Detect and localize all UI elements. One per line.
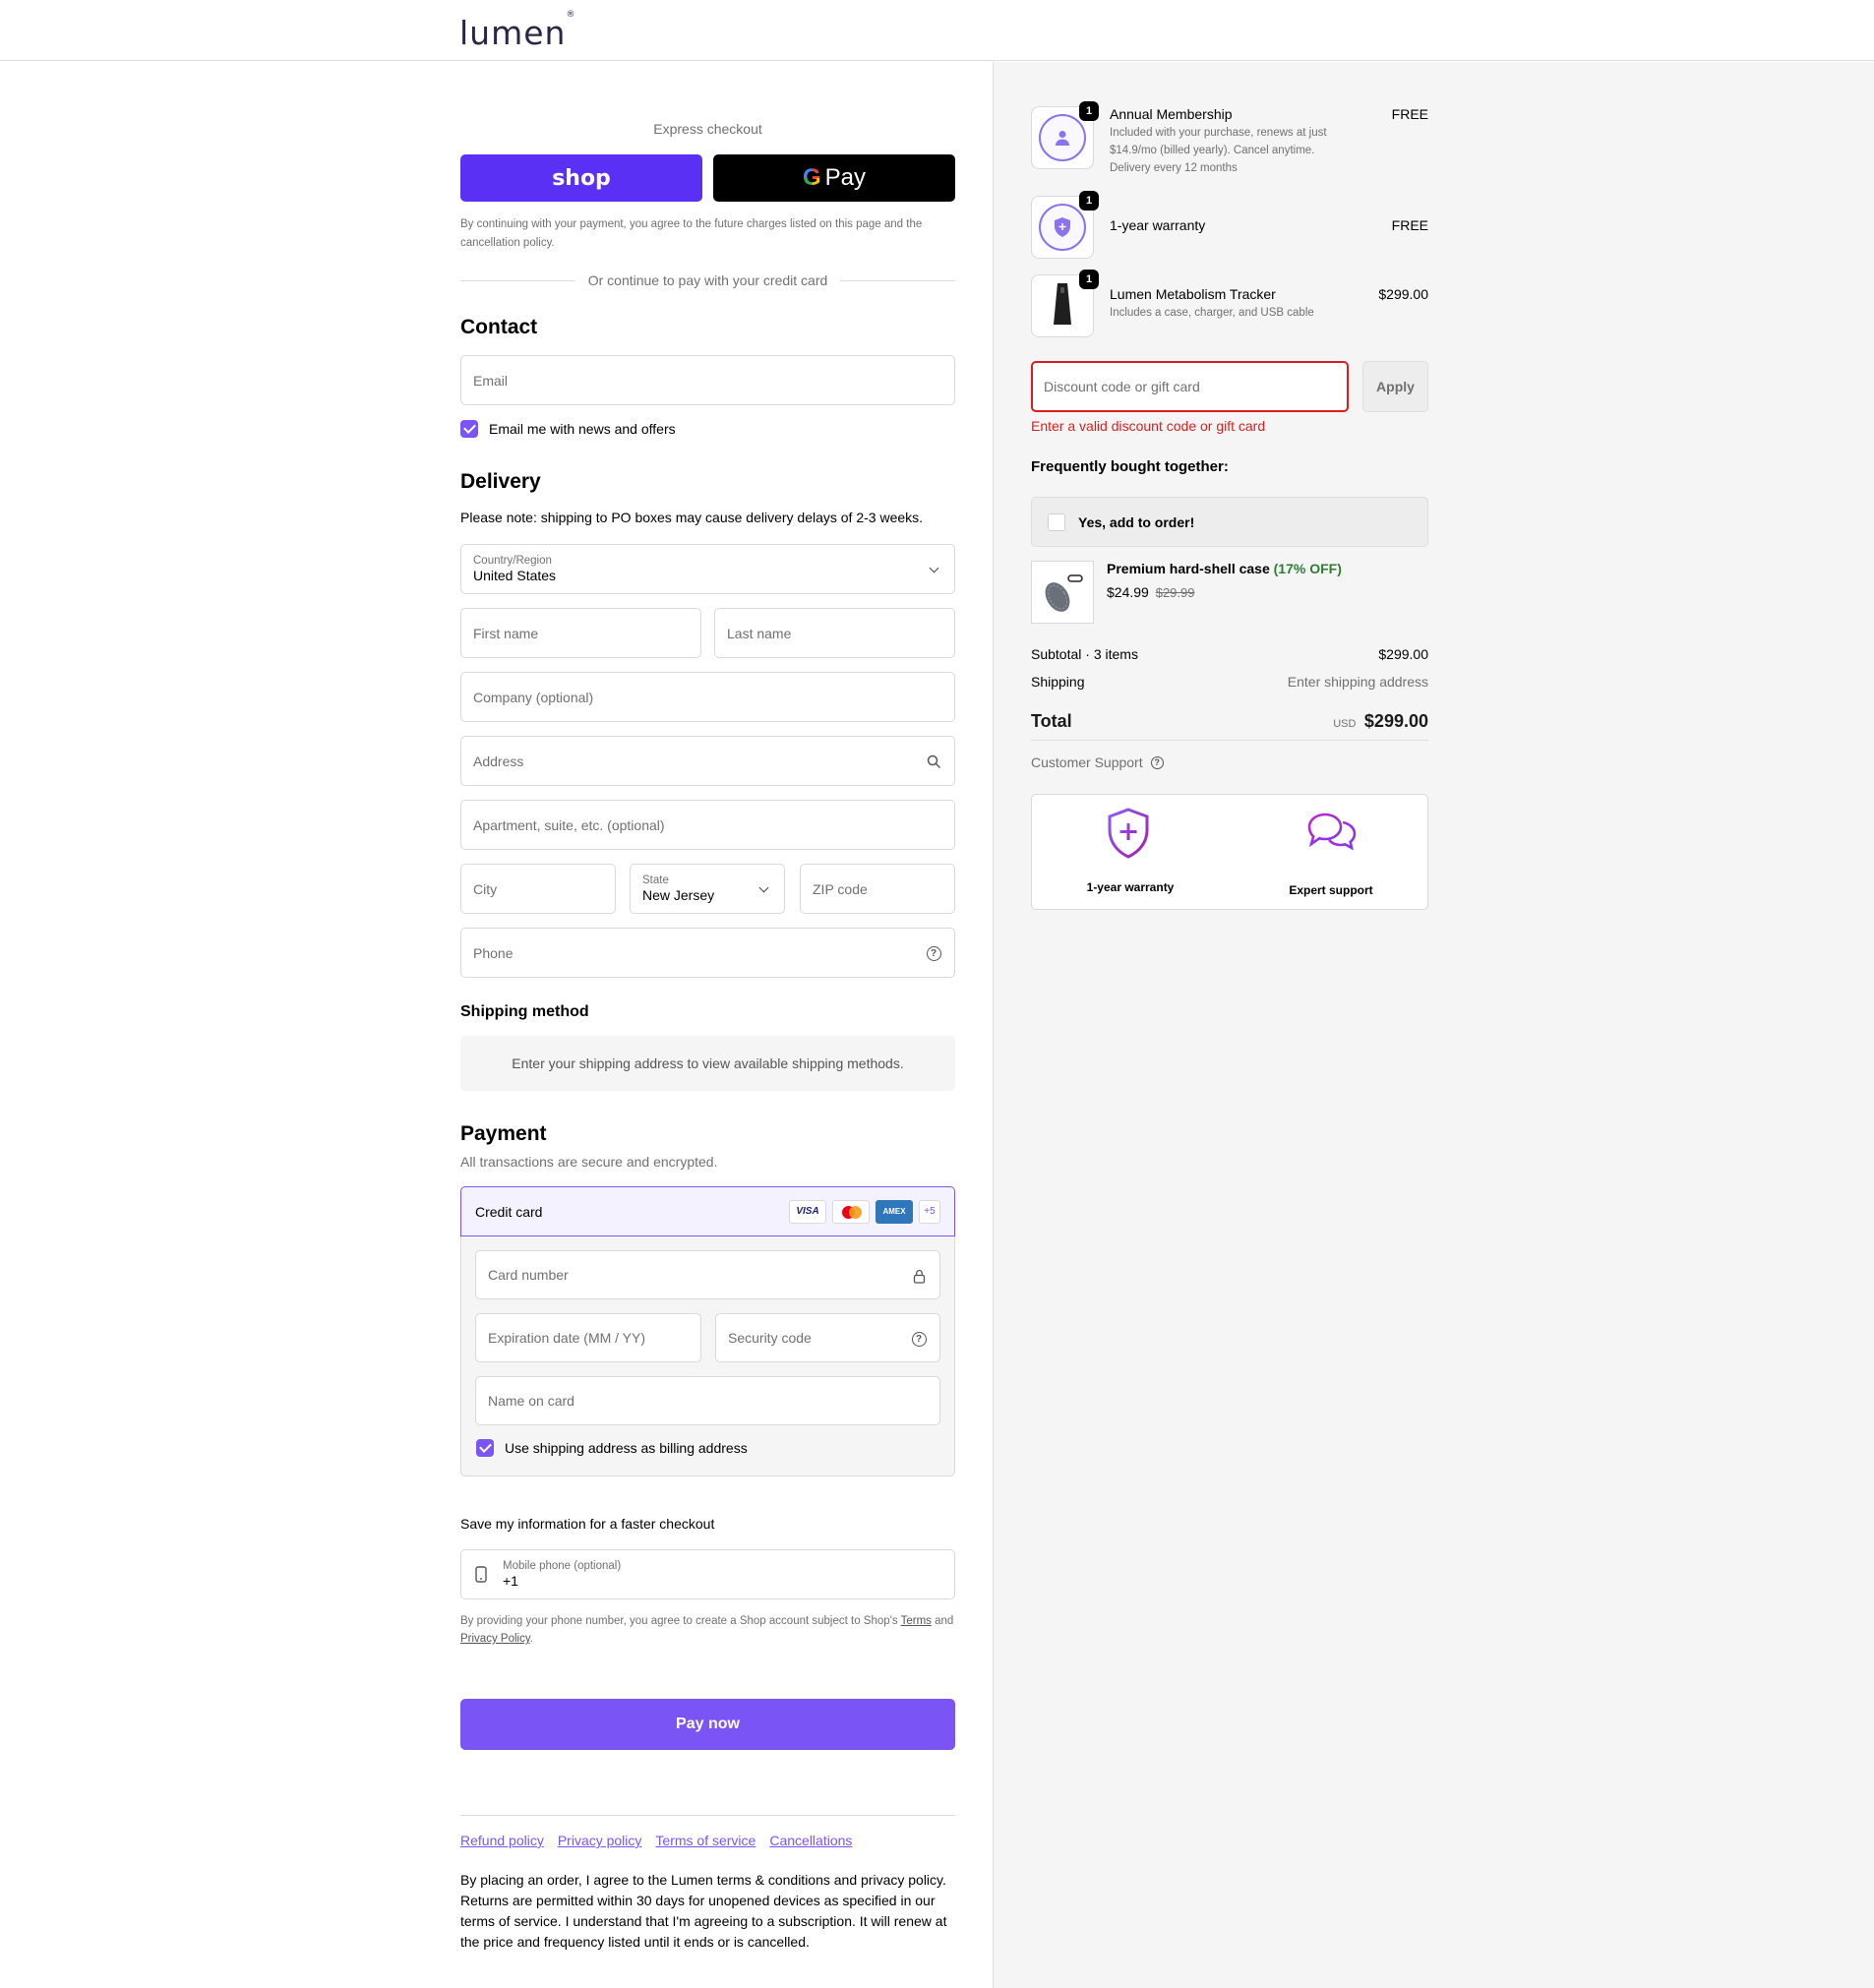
discount-placeholder: Discount code or gift card xyxy=(1044,379,1200,394)
terms-of-service-link[interactable]: Terms of service xyxy=(655,1833,756,1848)
item-description: Included with your purchase, renews at just $14.9/mo (billed yearly). Cancel anytime. xyxy=(1110,127,1327,156)
pay-now-button[interactable]: Pay now xyxy=(460,1699,955,1750)
help-icon: ? xyxy=(1151,756,1164,769)
delivery-note: Please note: shipping to PO boxes may cause delivery delays of 2-3 weeks. xyxy=(460,510,924,525)
quantity-badge: 1 xyxy=(1079,191,1099,211)
item-price: $299.00 xyxy=(1378,286,1428,302)
total-row xyxy=(1031,711,1428,741)
state-value: New Jersey xyxy=(642,887,715,903)
fbt-pricing xyxy=(1107,584,1194,600)
refund-policy-link[interactable]: Refund policy xyxy=(460,1833,544,1848)
lock-icon xyxy=(910,1267,928,1285)
membership-thumbnail xyxy=(1031,106,1094,169)
tracker-thumbnail xyxy=(1031,274,1094,337)
item-title: Lumen Metabolism Tracker xyxy=(1110,286,1276,302)
chevron-down-icon xyxy=(755,880,772,898)
card-number-field[interactable] xyxy=(475,1250,940,1299)
express-checkout-title: Express checkout xyxy=(653,121,762,137)
shipping-method-heading: Shipping method xyxy=(460,1003,589,1020)
shipping-row xyxy=(1031,674,1428,690)
zip-placeholder: ZIP code xyxy=(813,880,868,897)
customer-support[interactable] xyxy=(1031,754,1164,770)
item-price: FREE xyxy=(1391,106,1428,122)
payment-subheading: All transactions are secure and encrypted. xyxy=(460,1154,718,1170)
discount-error: Enter a valid discount code or gift card xyxy=(1031,418,1266,434)
subtotal-row xyxy=(1031,646,1428,662)
newsletter-label: Email me with news and offers xyxy=(489,421,676,437)
city-placeholder: City xyxy=(473,880,498,897)
address-placeholder: Address xyxy=(473,753,524,769)
total-value: $299.00 xyxy=(1363,711,1428,731)
shipping-label: Shipping xyxy=(1031,674,1085,690)
footer-divider xyxy=(460,1815,955,1816)
add-to-order-checkbox[interactable] xyxy=(1048,513,1065,531)
security-code-field[interactable] xyxy=(715,1313,940,1362)
line-item xyxy=(1031,274,1428,339)
shop-terms-prefix: By providing your phone number, you agree to create a Shop account subject to Shop's xyxy=(460,1615,898,1627)
apply-discount-button[interactable]: Apply xyxy=(1362,361,1428,412)
line-item xyxy=(1031,106,1428,205)
payment-divider xyxy=(460,271,955,289)
security-code-placeholder: Security code xyxy=(728,1330,812,1346)
last-name-field[interactable] xyxy=(714,608,955,658)
discount-code-input[interactable] xyxy=(1031,361,1349,412)
chat-bubbles-icon xyxy=(1305,809,1359,865)
phone-placeholder: Phone xyxy=(473,944,514,961)
apartment-placeholder: Apartment, suite, etc. (optional) xyxy=(473,816,665,833)
mobile-phone-icon xyxy=(475,1566,487,1586)
fbt-product[interactable] xyxy=(1107,561,1342,576)
company-field[interactable] xyxy=(460,672,955,722)
save-info-title: Save my information for a faster checkout xyxy=(460,1516,715,1532)
shop-terms-text xyxy=(460,1612,955,1648)
customer-support-label: Customer Support xyxy=(1031,754,1143,770)
item-price: FREE xyxy=(1391,217,1428,233)
item-description: Includes a case, charger, and USB cable xyxy=(1110,307,1314,319)
mobile-phone-value: +1 xyxy=(503,1573,518,1589)
subtotal-value: $299.00 xyxy=(1378,646,1428,662)
chevron-down-icon xyxy=(925,561,942,578)
mobile-phone-label: Mobile phone (optional) xyxy=(503,1560,622,1572)
fbt-product-name: Premium hard-shell case xyxy=(1107,561,1270,576)
expiration-field[interactable] xyxy=(475,1313,701,1362)
card-brands xyxy=(789,1200,940,1224)
credit-card-option[interactable] xyxy=(460,1186,955,1236)
expert-support-feature-label: Expert support xyxy=(1289,883,1373,897)
total-currency: USD xyxy=(1333,718,1357,730)
google-pay-label: Pay xyxy=(824,164,867,191)
state-label: State xyxy=(642,874,669,886)
lumen-logo[interactable] xyxy=(459,10,576,52)
person-icon xyxy=(1039,114,1086,161)
hard-shell-case-thumbnail xyxy=(1031,561,1094,624)
google-g-icon: G xyxy=(802,164,821,191)
logo-registered-mark: ® xyxy=(566,10,576,20)
apartment-field[interactable] xyxy=(460,800,955,850)
address-field[interactable] xyxy=(460,736,955,786)
fbt-old-price: $29.99 xyxy=(1155,585,1195,600)
first-name-placeholder: First name xyxy=(473,625,539,641)
cancellations-link[interactable]: Cancellations xyxy=(769,1833,853,1848)
company-placeholder: Company (optional) xyxy=(473,689,594,705)
phone-field[interactable] xyxy=(460,928,955,978)
item-delivery-frequency: Delivery every 12 months xyxy=(1110,162,1238,174)
item-title: Annual Membership xyxy=(1110,106,1233,122)
mastercard-icon xyxy=(832,1200,870,1224)
total-label: Total xyxy=(1031,711,1072,731)
shop-terms-link[interactable]: Terms xyxy=(900,1615,932,1627)
search-icon xyxy=(925,753,942,770)
country-select[interactable] xyxy=(460,544,955,594)
more-cards-badge: +5 xyxy=(919,1200,940,1224)
google-pay-button[interactable] xyxy=(713,154,955,202)
express-consent-text: By continuing with your payment, you agree to the future charges listed on this page and the cancellation policy. xyxy=(460,218,923,249)
shop-terms-and: and xyxy=(935,1615,954,1627)
country-value: United States xyxy=(473,568,557,583)
shop-terms-period: . xyxy=(529,1633,533,1645)
fbt-price: $24.99 xyxy=(1107,584,1149,600)
shield-icon xyxy=(1039,204,1086,251)
credit-card-form xyxy=(460,1236,955,1476)
features-box xyxy=(1031,794,1428,910)
first-name-field[interactable] xyxy=(460,608,701,658)
quantity-badge: 1 xyxy=(1079,270,1099,289)
logo-text: lumen xyxy=(459,14,567,52)
shop-pay-button[interactable]: shop xyxy=(460,154,702,202)
mobile-phone-field[interactable] xyxy=(460,1549,955,1599)
name-on-card-field[interactable] xyxy=(475,1376,940,1425)
add-to-order-label: Yes, add to order! xyxy=(1078,513,1195,530)
country-label: Country/Region xyxy=(473,555,552,567)
item-title: 1-year warranty xyxy=(1110,217,1206,233)
footer-links xyxy=(460,1833,852,1848)
last-name-placeholder: Last name xyxy=(727,625,792,641)
total-amount xyxy=(1333,711,1428,732)
case-icon xyxy=(1038,568,1087,617)
shop-privacy-link[interactable]: Privacy Policy xyxy=(460,1633,530,1645)
privacy-policy-link[interactable]: Privacy policy xyxy=(557,1833,642,1848)
order-summary-panel xyxy=(993,62,1874,1988)
warranty-feature-label: 1-year warranty xyxy=(1086,880,1175,894)
name-on-card-placeholder: Name on card xyxy=(488,1393,574,1409)
city-field[interactable] xyxy=(460,864,616,914)
visa-icon: VISA xyxy=(789,1200,826,1224)
header xyxy=(0,0,1874,61)
billing-same-checkbox[interactable] xyxy=(476,1439,494,1457)
line-item xyxy=(1031,196,1428,261)
help-icon[interactable]: ? xyxy=(925,944,942,962)
card-number-placeholder: Card number xyxy=(488,1267,569,1283)
email-field[interactable] xyxy=(460,355,955,405)
delivery-heading: Delivery xyxy=(460,470,541,493)
contact-heading: Contact xyxy=(460,316,538,338)
state-select[interactable] xyxy=(630,864,785,914)
help-icon[interactable]: ? xyxy=(910,1330,928,1348)
amex-icon: AMEX xyxy=(876,1200,913,1224)
zip-field[interactable] xyxy=(800,864,955,914)
device-icon xyxy=(1052,281,1073,331)
legal-text: By placing an order, I agree to the Lumen terms & conditions and privacy policy. Returns are permitted within 30 days for unopened devices as specified in our terms of service. I understand that I'm agreeing to a subscription. It will renew at the price and frequency listed until it ends or is cancelled. xyxy=(460,1872,947,1950)
shipping-value: Enter shipping address xyxy=(1287,674,1428,690)
quantity-badge: 1 xyxy=(1079,101,1099,121)
warranty-shield-icon xyxy=(1105,807,1152,865)
billing-same-option[interactable] xyxy=(476,1439,748,1457)
frequently-bought-title: Frequently bought together: xyxy=(1031,458,1229,475)
billing-same-label: Use shipping address as billing address xyxy=(505,1440,748,1456)
warranty-thumbnail xyxy=(1031,196,1094,259)
newsletter-option[interactable] xyxy=(460,420,676,438)
email-placeholder: Email xyxy=(473,372,509,389)
divider-text: Or continue to pay with your credit card xyxy=(587,272,828,288)
fbt-discount: (17% OFF) xyxy=(1273,561,1342,576)
payment-heading: Payment xyxy=(460,1122,547,1145)
shipping-method-notice: Enter your shipping address to view available shipping methods. xyxy=(460,1036,955,1091)
add-to-order-option[interactable] xyxy=(1031,497,1428,547)
newsletter-checkbox[interactable] xyxy=(460,420,478,438)
expiration-placeholder: Expiration date (MM / YY) xyxy=(488,1330,646,1346)
credit-card-label: Credit card xyxy=(475,1203,543,1220)
subtotal-label: Subtotal · 3 items xyxy=(1031,646,1138,662)
